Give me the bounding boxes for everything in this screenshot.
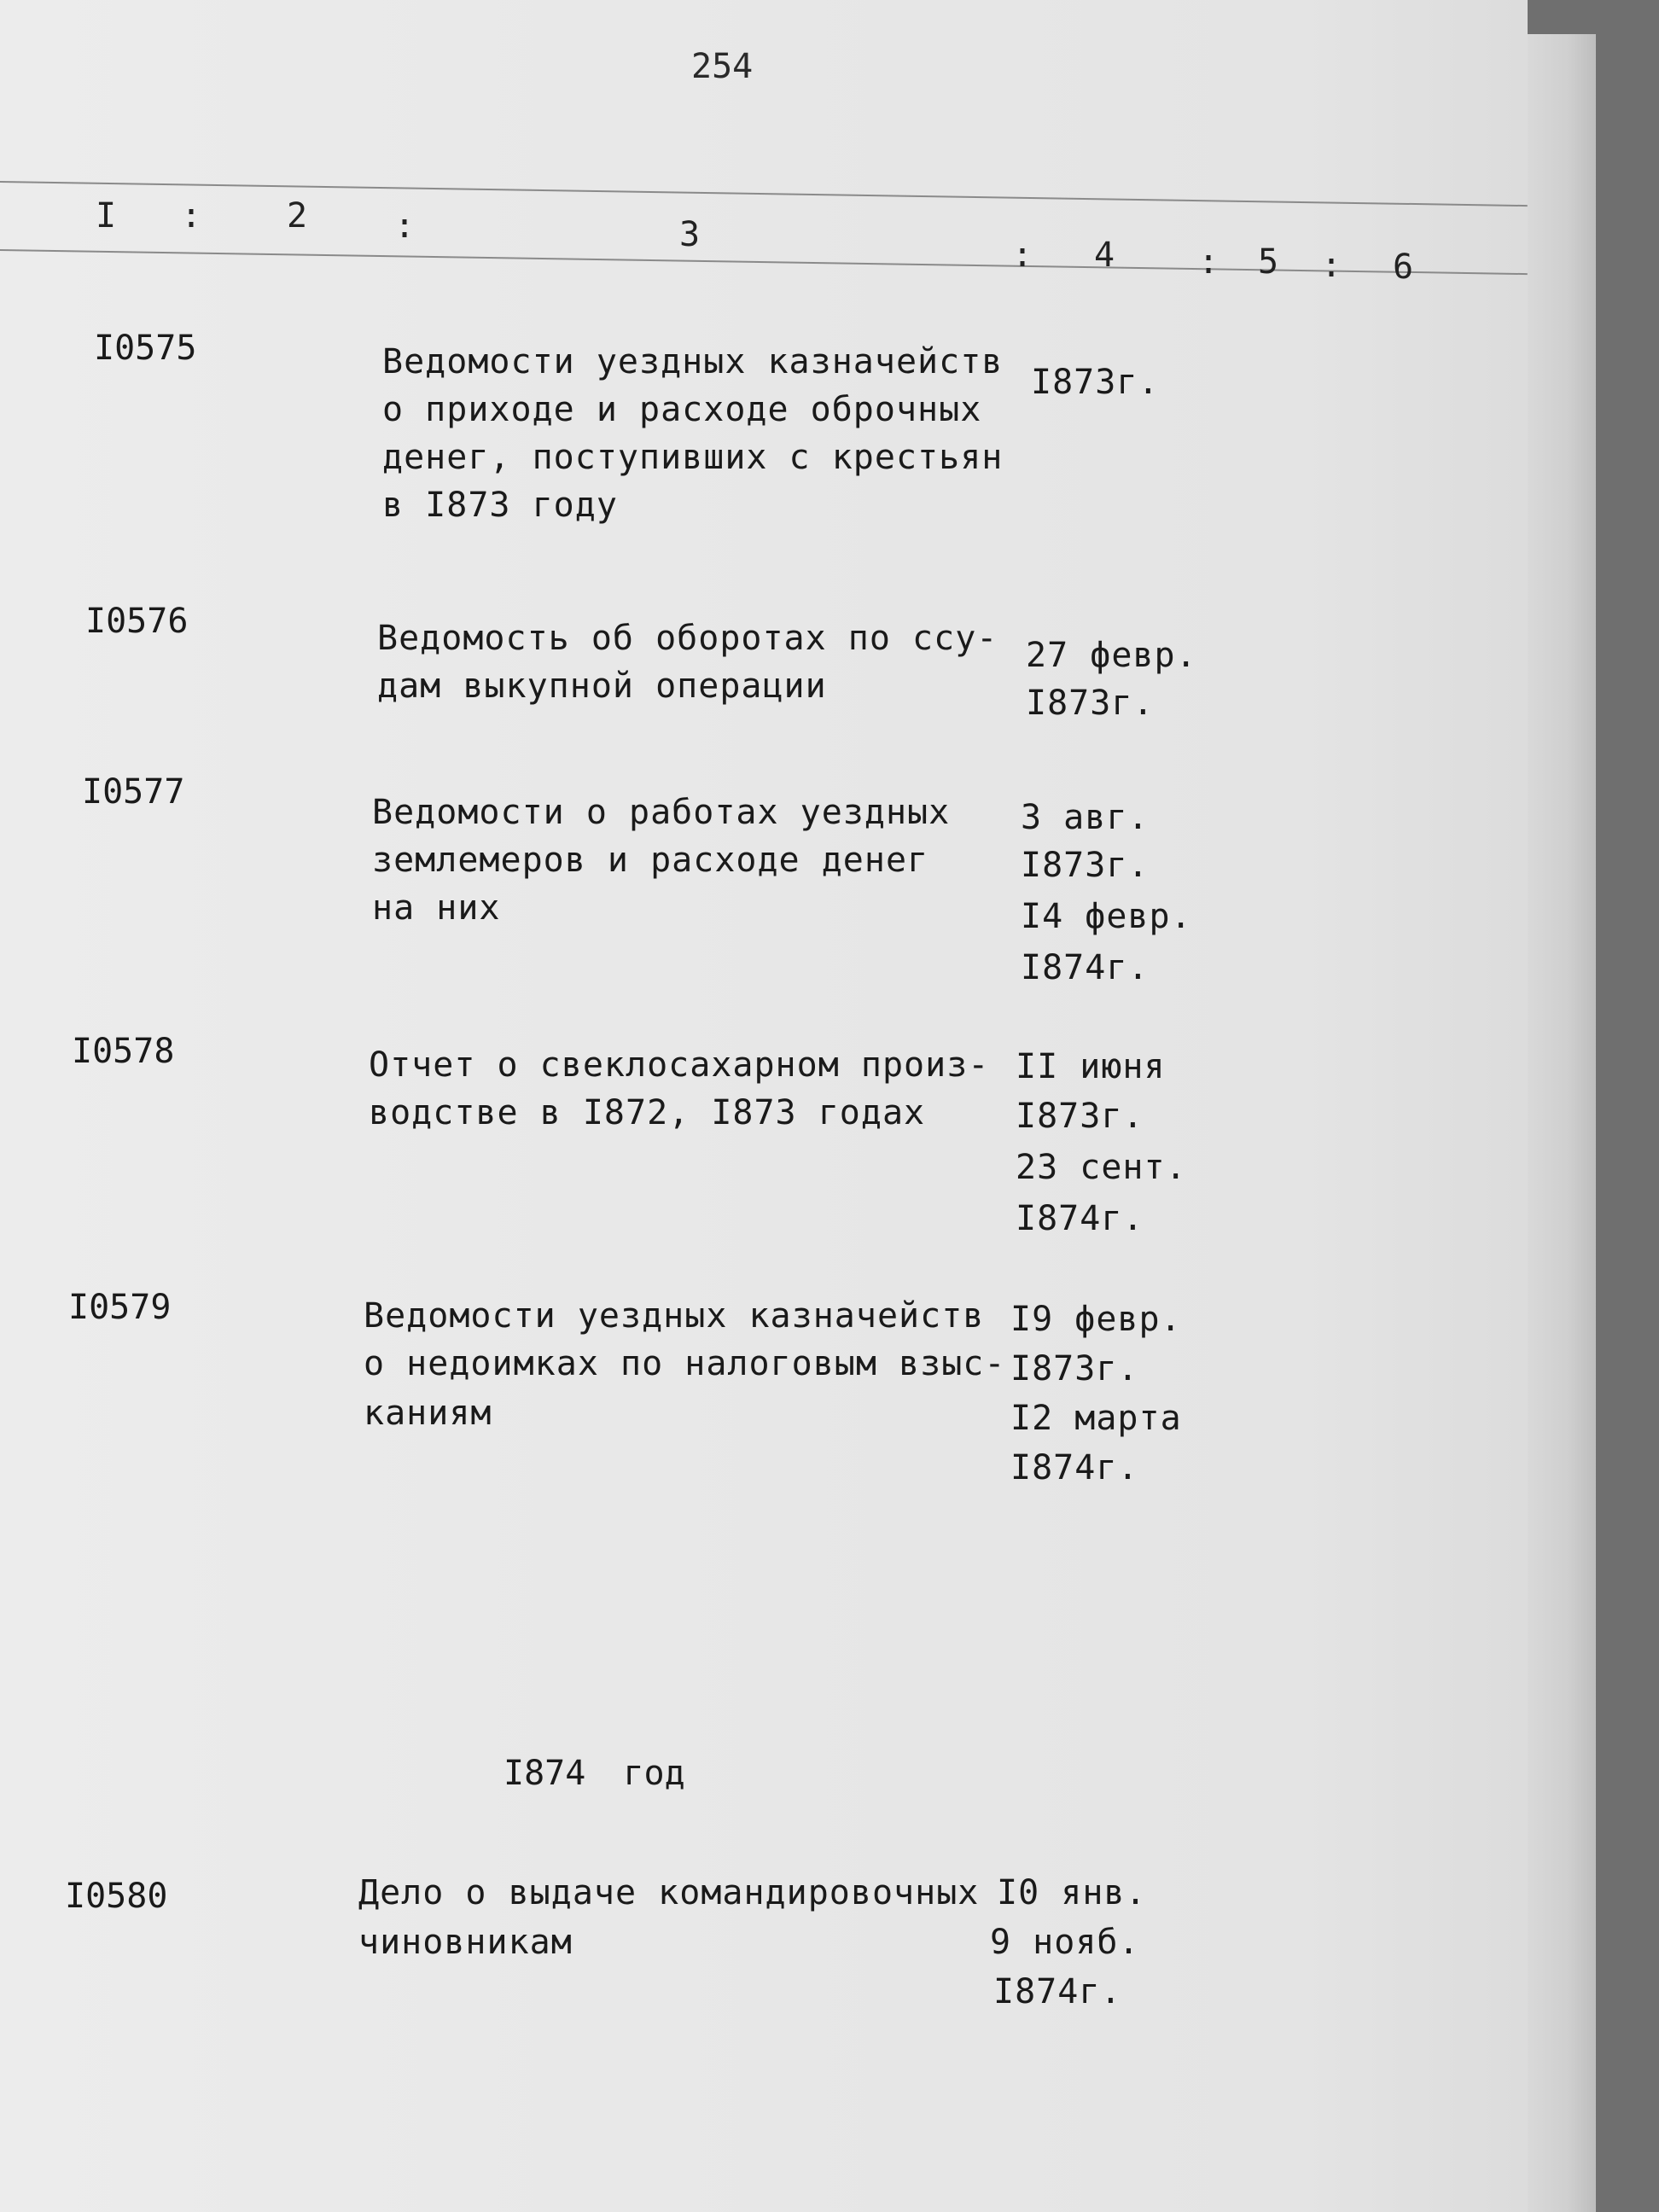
- entry-date: I873г.: [1021, 846, 1150, 885]
- entry-date: 27 февр.: [1026, 636, 1197, 675]
- column-header-6: 6: [1393, 247, 1414, 287]
- entry-description-line: землемеров и расходе денег: [372, 841, 929, 880]
- entry-description-line: денег, поступивших с крестьян: [382, 438, 1004, 477]
- entry-date: I873г.: [1016, 1097, 1144, 1136]
- entry-date: 23 сент.: [1016, 1148, 1187, 1187]
- entry-description-line: о приходе и расходе оброчных: [382, 390, 982, 429]
- entry-date: I9 февр.: [1010, 1300, 1182, 1339]
- column-separator: :: [1012, 236, 1033, 275]
- entry-date: I2 марта: [1010, 1399, 1182, 1438]
- entry-description-line: дам выкупной операции: [377, 667, 827, 706]
- entry-description-line: в I873 году: [382, 486, 618, 525]
- year-heading: I874 год: [504, 1754, 685, 1793]
- entry-description-line: Отчет о свеклосахарном произ-: [369, 1045, 990, 1085]
- column-separator: :: [394, 207, 416, 246]
- entry-date: I873г.: [1026, 684, 1155, 723]
- page-edge: [1528, 34, 1596, 2212]
- entry-date: I874г.: [1016, 1199, 1144, 1238]
- entry-description-line: водстве в I872, I873 годах: [369, 1093, 926, 1132]
- entry-date: II июня: [1016, 1047, 1166, 1086]
- entry-date: I873г.: [1010, 1349, 1139, 1388]
- entry-date: I4 февр.: [1021, 897, 1192, 936]
- entry-number: I0580: [65, 1877, 168, 1916]
- entry-description-line: о недоимках по налоговым взыс-: [364, 1344, 1006, 1383]
- entry-date: 9 нояб.: [990, 1923, 1140, 1962]
- entry-description-line: чиновникам: [358, 1923, 573, 1962]
- entry-description-line: Ведомости о работах уездных: [372, 793, 951, 832]
- page-number: 254: [691, 47, 754, 86]
- column-header-3: 3: [679, 215, 701, 254]
- entry-date: I874г.: [993, 1972, 1122, 2011]
- entry-number: I0575: [94, 329, 197, 368]
- entry-date: I873г.: [1031, 363, 1160, 402]
- entry-description-line: Ведомости уездных казначейств: [364, 1296, 985, 1336]
- column-header-1: I: [96, 196, 117, 236]
- entry-description-line: Дело о выдаче командировочных: [358, 1873, 980, 1912]
- column-separator: :: [1321, 246, 1342, 285]
- entry-date: I0 янв.: [997, 1873, 1147, 1912]
- entry-number: I0578: [72, 1032, 175, 1071]
- entry-number: I0576: [85, 602, 189, 641]
- column-header-5: 5: [1258, 242, 1279, 282]
- entry-number: I0577: [82, 772, 185, 812]
- entry-description-line: каниям: [364, 1394, 492, 1433]
- column-header-2: 2: [287, 196, 308, 236]
- entry-description-line: Ведомость об оборотах по ссу-: [377, 619, 998, 658]
- column-separator: :: [1198, 242, 1220, 282]
- entry-date: I874г.: [1021, 948, 1150, 987]
- entry-date: 3 авг.: [1021, 798, 1150, 837]
- entry-date: I874г.: [1010, 1448, 1139, 1487]
- entry-description-line: Ведомости уездных казначейств: [382, 342, 1004, 381]
- column-separator: :: [181, 196, 202, 236]
- entry-description-line: на них: [372, 888, 501, 928]
- column-header-4: 4: [1094, 236, 1115, 275]
- entry-number: I0579: [68, 1288, 172, 1327]
